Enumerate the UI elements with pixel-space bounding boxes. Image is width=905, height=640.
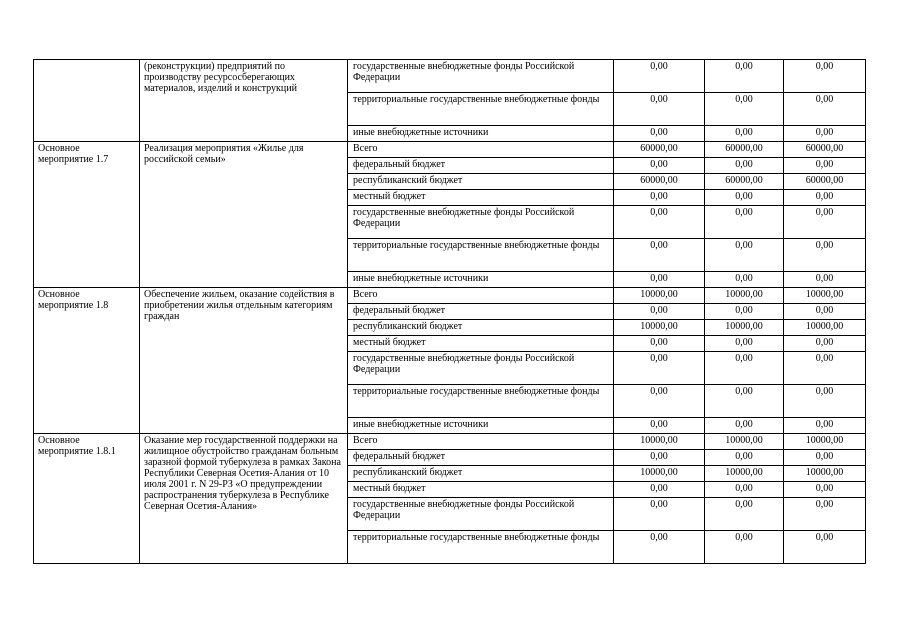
value-year-3: 0,00	[784, 126, 866, 142]
value-year-3: 0,00	[784, 60, 866, 93]
funding-source: местный бюджет	[348, 190, 614, 206]
funding-source: федеральный бюджет	[348, 304, 614, 320]
funding-table	[33, 59, 866, 564]
funding-source: республиканский бюджет	[348, 320, 614, 336]
value-year-2: 60000,00	[705, 174, 784, 190]
value-year-1: 0,00	[614, 126, 705, 142]
value-year-2: 0,00	[705, 385, 784, 418]
value-year-3: 60000,00	[784, 174, 866, 190]
value-year-3: 0,00	[784, 336, 866, 352]
value-year-1: 0,00	[614, 352, 705, 385]
value-year-2: 0,00	[705, 304, 784, 320]
value-year-1: 0,00	[614, 336, 705, 352]
value-year-3: 0,00	[784, 206, 866, 239]
value-year-1: 10000,00	[614, 434, 705, 450]
value-year-1: 0,00	[614, 385, 705, 418]
value-year-2: 0,00	[705, 239, 784, 272]
value-year-1: 10000,00	[614, 320, 705, 336]
value-year-2: 10000,00	[705, 288, 784, 304]
value-year-1: 0,00	[614, 60, 705, 93]
value-year-3: 0,00	[784, 352, 866, 385]
activity-code	[34, 60, 140, 142]
value-year-2: 0,00	[705, 190, 784, 206]
funding-source: иные внебюджетные источники	[348, 272, 614, 288]
value-year-1: 0,00	[614, 93, 705, 126]
funding-source: государственные внебюджетные фонды Российской Федерации	[348, 498, 614, 531]
value-year-3: 0,00	[784, 304, 866, 320]
value-year-1: 0,00	[614, 498, 705, 531]
value-year-2: 0,00	[705, 206, 784, 239]
activity-code: Основное мероприятие 1.8	[34, 288, 140, 434]
activity-name: Реализация мероприятия «Жилье для российской семьи»	[140, 142, 348, 288]
funding-source: государственные внебюджетные фонды Российской Федерации	[348, 206, 614, 239]
value-year-2: 10000,00	[705, 320, 784, 336]
value-year-3: 60000,00	[784, 142, 866, 158]
funding-source: государственные внебюджетные фонды Российской Федерации	[348, 60, 614, 93]
activity-name: (реконструкции) предприятий по производству ресурсосберегающих материалов, изделий и конструкций	[140, 60, 348, 142]
value-year-2: 10000,00	[705, 434, 784, 450]
value-year-1: 10000,00	[614, 466, 705, 482]
value-year-3: 0,00	[784, 190, 866, 206]
value-year-2: 0,00	[705, 93, 784, 126]
funding-source: республиканский бюджет	[348, 174, 614, 190]
table-row	[34, 142, 866, 158]
value-year-3: 0,00	[784, 272, 866, 288]
value-year-2: 0,00	[705, 352, 784, 385]
funding-source: иные внебюджетные источники	[348, 126, 614, 142]
funding-source: иные внебюджетные источники	[348, 418, 614, 434]
value-year-1: 60000,00	[614, 142, 705, 158]
funding-source: федеральный бюджет	[348, 158, 614, 174]
value-year-2: 0,00	[705, 450, 784, 466]
activity-code: Основное мероприятие 1.7	[34, 142, 140, 288]
value-year-2: 0,00	[705, 158, 784, 174]
value-year-2: 0,00	[705, 336, 784, 352]
funding-source: федеральный бюджет	[348, 450, 614, 466]
value-year-2: 0,00	[705, 60, 784, 93]
activity-name: Обеспечение жильем, оказание содействия в приобретении жилья отдельным категориям граждан	[140, 288, 348, 434]
funding-source: территориальные государственные внебюджетные фонды	[348, 239, 614, 272]
value-year-3: 10000,00	[784, 320, 866, 336]
value-year-3: 0,00	[784, 450, 866, 466]
funding-source: республиканский бюджет	[348, 466, 614, 482]
value-year-1: 0,00	[614, 450, 705, 466]
value-year-2: 0,00	[705, 126, 784, 142]
funding-source: Всего	[348, 434, 614, 450]
value-year-1: 0,00	[614, 239, 705, 272]
value-year-1: 10000,00	[614, 288, 705, 304]
activity-name: Оказание мер государственной поддержки на жилищное обустройство гражданам больным заразной формой туберкулеза в рамках Закона Республики Северная Осетия-Алания от 10 июля 2001 г. N 29-РЗ «О предупреждении распространения туберкулеза в Республике Северная Осетия-Алания»	[140, 434, 348, 564]
value-year-3: 0,00	[784, 93, 866, 126]
value-year-1: 0,00	[614, 206, 705, 239]
value-year-3: 0,00	[784, 385, 866, 418]
value-year-1: 0,00	[614, 304, 705, 320]
value-year-2: 0,00	[705, 531, 784, 564]
value-year-3: 0,00	[784, 498, 866, 531]
funding-source: территориальные государственные внебюджетные фонды	[348, 93, 614, 126]
value-year-1: 0,00	[614, 531, 705, 564]
funding-source: местный бюджет	[348, 482, 614, 498]
value-year-1: 0,00	[614, 418, 705, 434]
activity-code: Основное мероприятие 1.8.1	[34, 434, 140, 564]
value-year-2: 60000,00	[705, 142, 784, 158]
table-row	[34, 434, 866, 450]
funding-source: местный бюджет	[348, 336, 614, 352]
value-year-3: 10000,00	[784, 434, 866, 450]
value-year-3: 10000,00	[784, 466, 866, 482]
value-year-1: 0,00	[614, 482, 705, 498]
value-year-3: 0,00	[784, 531, 866, 564]
value-year-3: 0,00	[784, 158, 866, 174]
value-year-2: 10000,00	[705, 466, 784, 482]
funding-source: территориальные государственные внебюджетные фонды	[348, 385, 614, 418]
funding-source: Всего	[348, 142, 614, 158]
funding-source: государственные внебюджетные фонды Российской Федерации	[348, 352, 614, 385]
value-year-3: 0,00	[784, 418, 866, 434]
table-row	[34, 60, 866, 93]
value-year-1: 0,00	[614, 272, 705, 288]
value-year-3: 0,00	[784, 482, 866, 498]
value-year-1: 0,00	[614, 190, 705, 206]
value-year-2: 0,00	[705, 418, 784, 434]
value-year-2: 0,00	[705, 272, 784, 288]
table-row	[34, 288, 866, 304]
value-year-2: 0,00	[705, 498, 784, 531]
funding-source: Всего	[348, 288, 614, 304]
value-year-1: 60000,00	[614, 174, 705, 190]
value-year-3: 0,00	[784, 239, 866, 272]
funding-source: территориальные государственные внебюджетные фонды	[348, 531, 614, 564]
value-year-3: 10000,00	[784, 288, 866, 304]
value-year-1: 0,00	[614, 158, 705, 174]
value-year-2: 0,00	[705, 482, 784, 498]
